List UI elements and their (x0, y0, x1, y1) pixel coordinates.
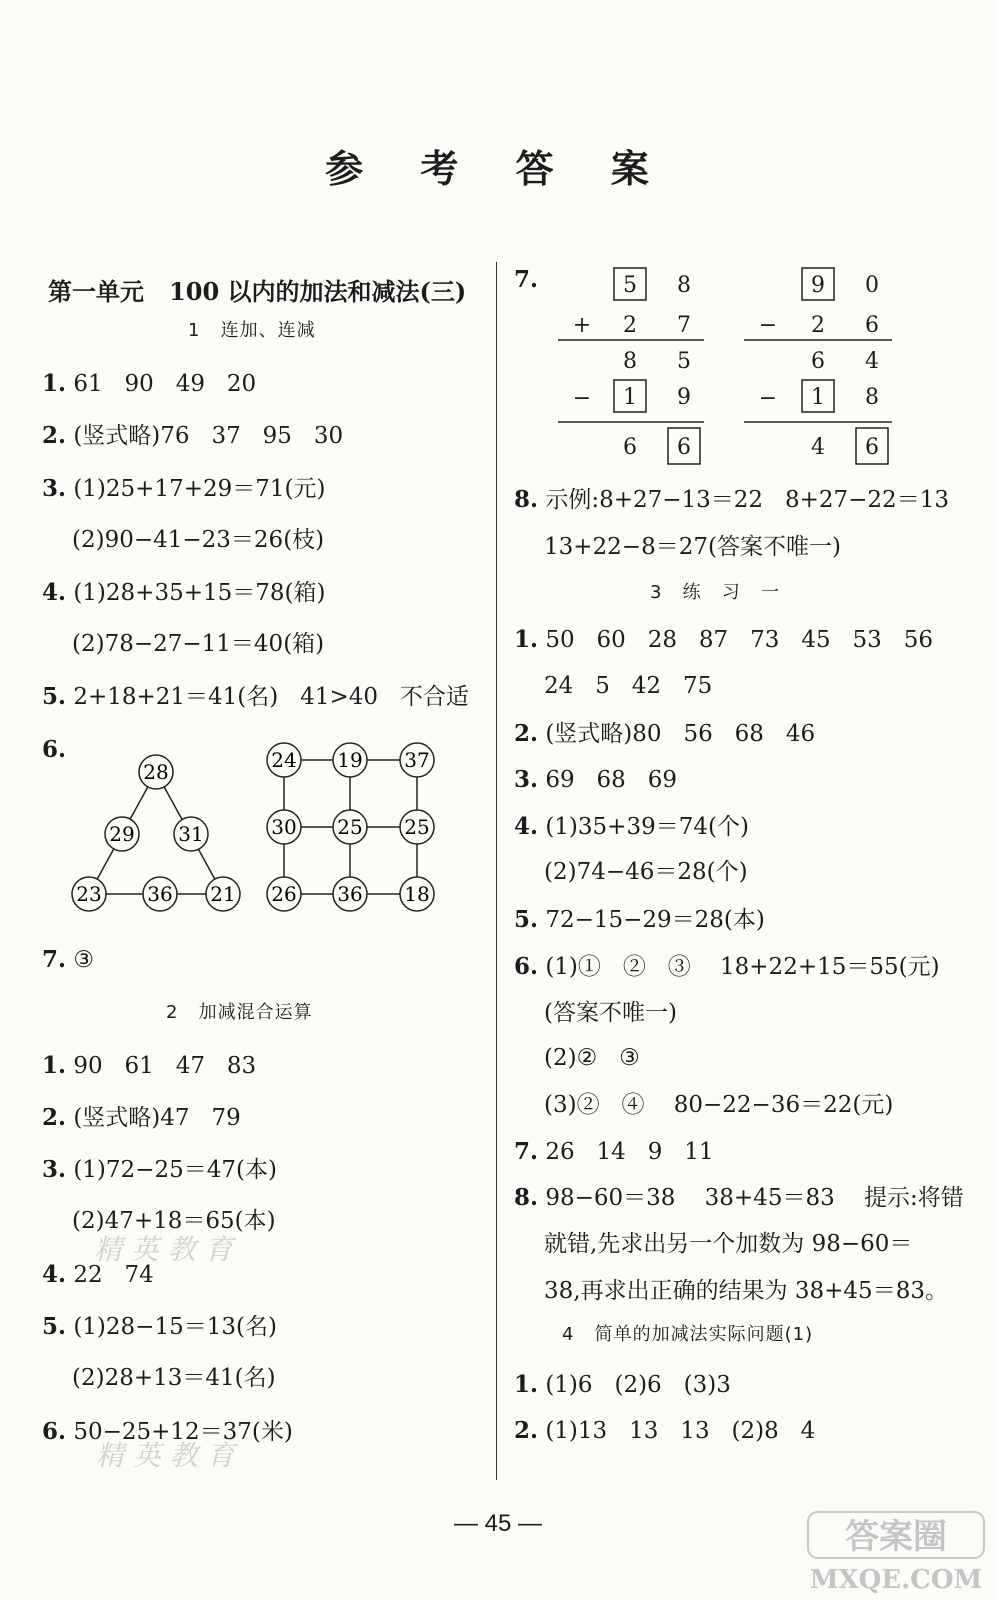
grid-node: 25 (404, 815, 430, 839)
grid-node: 18 (404, 882, 430, 906)
digit: 4 (811, 435, 825, 460)
answer-line: 13+22−8＝27(答案不唯一) (544, 534, 841, 560)
grid-node: 30 (271, 815, 297, 839)
triangle-node: 31 (178, 822, 204, 846)
answer-line: 4. (1)35+39＝74(个) (514, 813, 749, 840)
digit: 4 (865, 349, 879, 374)
digit: 0 (865, 273, 879, 298)
answer-line: 1. 61 90 49 20 (42, 370, 257, 397)
operator: − (758, 313, 778, 338)
digit-box: 5 (623, 273, 637, 298)
page-title: 参 考 答 案 (325, 147, 671, 191)
grid-node: 26 (271, 882, 297, 906)
watermark-logo (802, 1508, 992, 1596)
digit: 9 (677, 385, 691, 410)
digit-box: 1 (623, 385, 637, 410)
answer-line: 6. (1)① ② ③ 18+22+15＝55(元) (514, 953, 940, 980)
triangle-node: 28 (143, 760, 169, 784)
answer-line: 1. 50 60 28 87 73 45 53 56 (514, 626, 933, 653)
answer-line: 5. (1)28−15＝13(名) (42, 1313, 277, 1340)
answer-line: 24 5 42 75 (544, 673, 713, 699)
answer-line: (2)28+13＝41(名) (72, 1365, 276, 1391)
section-4-title: 4 简单的加减法实际问题(1) (562, 1324, 814, 1345)
digit-box: 6 (865, 435, 879, 460)
answer-line: 2. (1)13 13 13 (2)8 4 (514, 1417, 816, 1444)
grid-node: 37 (404, 748, 430, 772)
digit: 8 (865, 385, 879, 410)
unit-heading: 第一单元 100 以内的加法和减法(三) (48, 277, 467, 306)
answer-line: 5. 72−15−29＝28(本) (514, 906, 765, 933)
digit: 7 (677, 313, 691, 338)
answer-line: 3. 69 68 69 (514, 766, 677, 793)
answer-line: 2. (竖式略)76 37 95 30 (42, 422, 344, 449)
answer-line: 6. 50−25+12＝37(米) (42, 1418, 293, 1445)
answer-line: 7. ③ (42, 946, 94, 973)
answer-line: 1. (1)6 (2)6 (3)3 (514, 1371, 731, 1398)
watermark-logo-top: 答案圈 (845, 1517, 947, 1557)
answer-line: 7. 26 14 9 11 (514, 1138, 714, 1165)
answer-line: (3)② ④ 80−22−36＝22(元) (544, 1092, 894, 1118)
vertical-calculation-2 (742, 262, 902, 472)
operator: − (572, 386, 592, 411)
digit-box: 9 (811, 273, 825, 298)
page-number: — 45 — (453, 1510, 543, 1537)
section-2-title: 2 加减混合运算 (166, 1002, 313, 1023)
triangle-node: 23 (76, 882, 102, 906)
answer-line: (2)78−27−11＝40(箱) (72, 631, 325, 657)
digit: 8 (623, 349, 637, 374)
digit: 2 (811, 313, 825, 338)
digit: 6 (623, 435, 637, 460)
section-3-title: 3 练 习 一 (650, 582, 780, 603)
grid-node: 36 (337, 882, 363, 906)
answer-line: 7. (514, 266, 539, 293)
grid-node: 25 (337, 815, 363, 839)
answer-line: 4. (1)28+35+15＝78(箱) (42, 579, 326, 606)
digit: 2 (623, 313, 637, 338)
answer-line: 2. (竖式略)47 79 (42, 1104, 241, 1131)
answer-line: 1. 90 61 47 83 (42, 1052, 257, 1079)
answer-line: 8. 98−60＝38 38+45＝83 提示:将错 (514, 1184, 964, 1211)
triangle-diagram (60, 750, 260, 920)
triangle-node: 21 (210, 882, 236, 906)
triangle-node: 36 (147, 882, 173, 906)
grid-diagram (262, 740, 442, 920)
vertical-calculation-1 (556, 262, 716, 472)
digit: 6 (811, 349, 825, 374)
digit-box: 1 (811, 385, 825, 410)
answer-line: (2)90−41−23＝26(枝) (72, 527, 325, 553)
digit: 5 (677, 349, 691, 374)
watermark-text: 精 英 教 育 (96, 1439, 235, 1472)
operator: + (572, 313, 592, 338)
answer-line: (答案不唯一) (544, 1000, 677, 1026)
section-1-title: 1 连加、连减 (188, 320, 316, 341)
digit: 8 (677, 273, 691, 298)
digit: 6 (865, 313, 879, 338)
answer-line: 5. 2+18+21＝41(名) 41>40 不合适 (42, 683, 469, 710)
triangle-node: 29 (109, 822, 135, 846)
answer-line: (2)74−46＝28(个) (544, 859, 748, 885)
digit-box: 6 (677, 435, 691, 460)
watermark-logo-bottom: MXQE.COM (809, 1565, 983, 1595)
watermark-text: 精 英 教 育 (94, 1233, 233, 1266)
answer-line: 38,再求出正确的结果为 38+45＝83。 (544, 1278, 948, 1304)
grid-node: 19 (337, 748, 363, 772)
answer-line: 6. (42, 736, 67, 763)
grid-node: 24 (271, 748, 297, 772)
answer-line: 4. 22 74 (42, 1261, 154, 1288)
answer-line: 3. (1)25+17+29＝71(元) (42, 475, 326, 502)
answer-line: 8. 示例:8+27−13＝22 8+27−22＝13 (514, 486, 949, 513)
answer-line: (2)② ③ (544, 1045, 640, 1071)
answer-line: (2)47+18＝65(本) (72, 1208, 276, 1234)
answer-line: 2. (竖式略)80 56 68 46 (514, 720, 816, 747)
operator: − (758, 386, 778, 411)
answer-line: 就错,先求出另一个加数为 98−60＝ (544, 1231, 913, 1257)
column-divider (496, 262, 497, 1480)
answer-line: 3. (1)72−25＝47(本) (42, 1156, 277, 1183)
